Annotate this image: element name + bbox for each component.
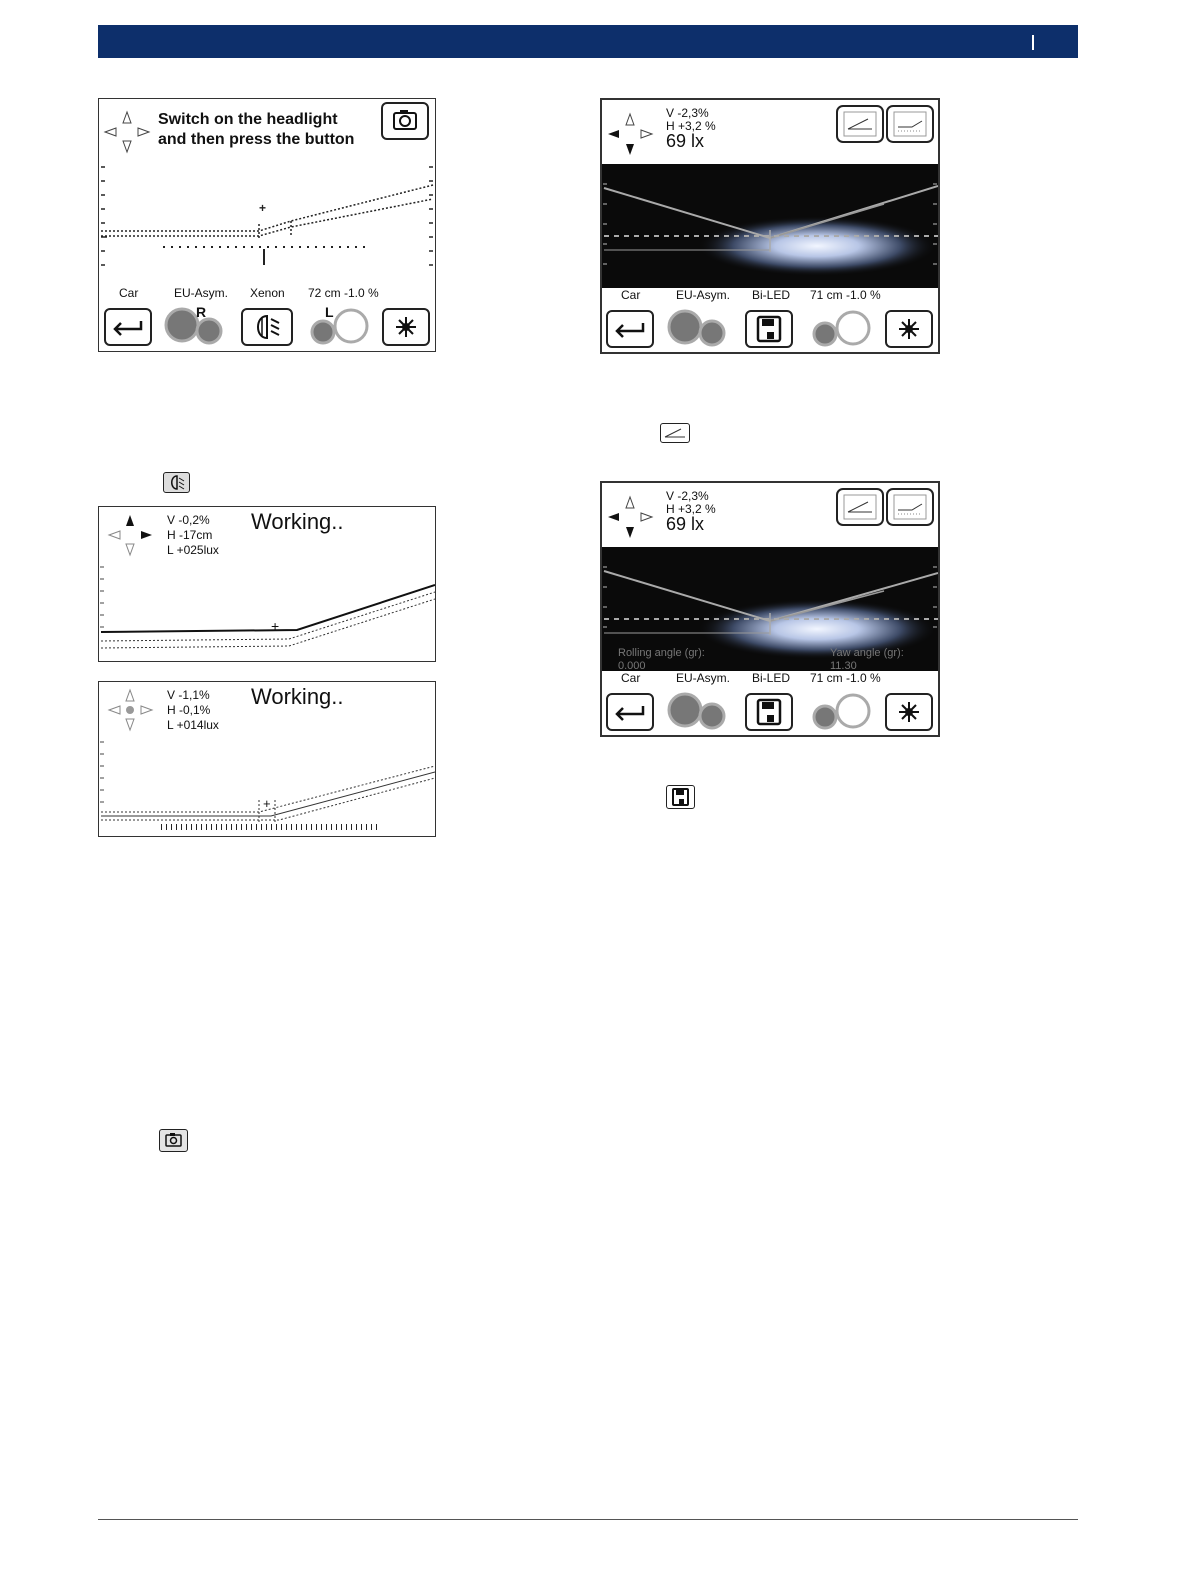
laser-star-icon (887, 312, 931, 346)
instruction-line-1: Switch on the headlight (158, 111, 338, 128)
angle-icon (660, 423, 690, 443)
label-lamp-type: Bi-LED (752, 671, 791, 685)
rolling-angle-label: Rolling angle (gr): (618, 647, 705, 659)
label-lamp-type: Xenon (250, 286, 285, 300)
laser-button[interactable] (382, 308, 430, 346)
laser-button[interactable] (885, 310, 933, 348)
yaw-angle-value: 11.30 (830, 660, 857, 672)
vertical-reading: V -1,1% (167, 688, 210, 702)
lux-value: 69 lx (666, 131, 705, 151)
cross-marker: + (259, 201, 267, 215)
label-lamp-type: Bi-LED (752, 288, 791, 302)
horizontal-reading: H +3,2 % (666, 119, 716, 133)
lux-reading: L +014lux (167, 718, 219, 732)
lux-value: 69 lx (666, 514, 705, 534)
tolerance-lower (101, 599, 435, 648)
laser-star-icon (887, 695, 931, 729)
laser-button[interactable] (885, 693, 933, 731)
horizontal-reading: H -17cm (167, 528, 213, 542)
status-text: Working.. (251, 684, 344, 709)
vertical-reading: V -0,2% (167, 513, 210, 527)
direction-pad-icon (109, 690, 152, 730)
vertical-reading: V -2,3% (666, 489, 709, 503)
camera-icon (159, 1129, 188, 1152)
laser-star-icon (384, 310, 428, 344)
label-beam-type: EU-Asym. (676, 671, 730, 685)
label-vehicle: Car (621, 671, 641, 685)
cross-marker: + (263, 796, 271, 811)
label-distance: 71 cm -1.0 % (810, 671, 881, 685)
screen-measurement-angles (600, 481, 940, 737)
floppy-disk-icon (666, 785, 695, 809)
label-beam-type: EU-Asym. (174, 286, 228, 300)
header-separator (1032, 35, 1034, 50)
left-side-marker: L (325, 304, 334, 320)
label-vehicle: Car (119, 286, 139, 300)
right-side-marker: R (196, 304, 207, 320)
header-bar (98, 25, 1078, 58)
screen-switch-on-headlight (98, 98, 436, 352)
status-text: Working.. (251, 509, 344, 534)
screen-working-2 (98, 681, 436, 837)
label-beam-type: EU-Asym. (676, 288, 730, 302)
label-distance: 72 cm -1.0 % (308, 286, 379, 300)
screen-measurement-result (600, 98, 940, 354)
instruction-line-2: and then press the button (158, 131, 355, 148)
lux-reading: L +025lux (167, 543, 219, 557)
headlight-mode-icon (163, 472, 190, 493)
yaw-angle-label: Yaw angle (gr): (830, 647, 904, 659)
vertical-reading: V -2,3% (666, 106, 709, 120)
horizontal-reading: H -0,1% (167, 703, 211, 717)
rolling-angle-value: 0.000 (618, 660, 646, 672)
direction-pad-icon (109, 515, 152, 555)
cross-marker: + (271, 618, 280, 634)
screen-working-1 (98, 506, 436, 662)
label-vehicle: Car (621, 288, 641, 302)
tolerance-upper (101, 592, 435, 641)
label-distance: 71 cm -1.0 % (810, 288, 881, 302)
footer-rule (98, 1519, 1078, 1520)
horizontal-reading: H +3,2 % (666, 502, 716, 516)
